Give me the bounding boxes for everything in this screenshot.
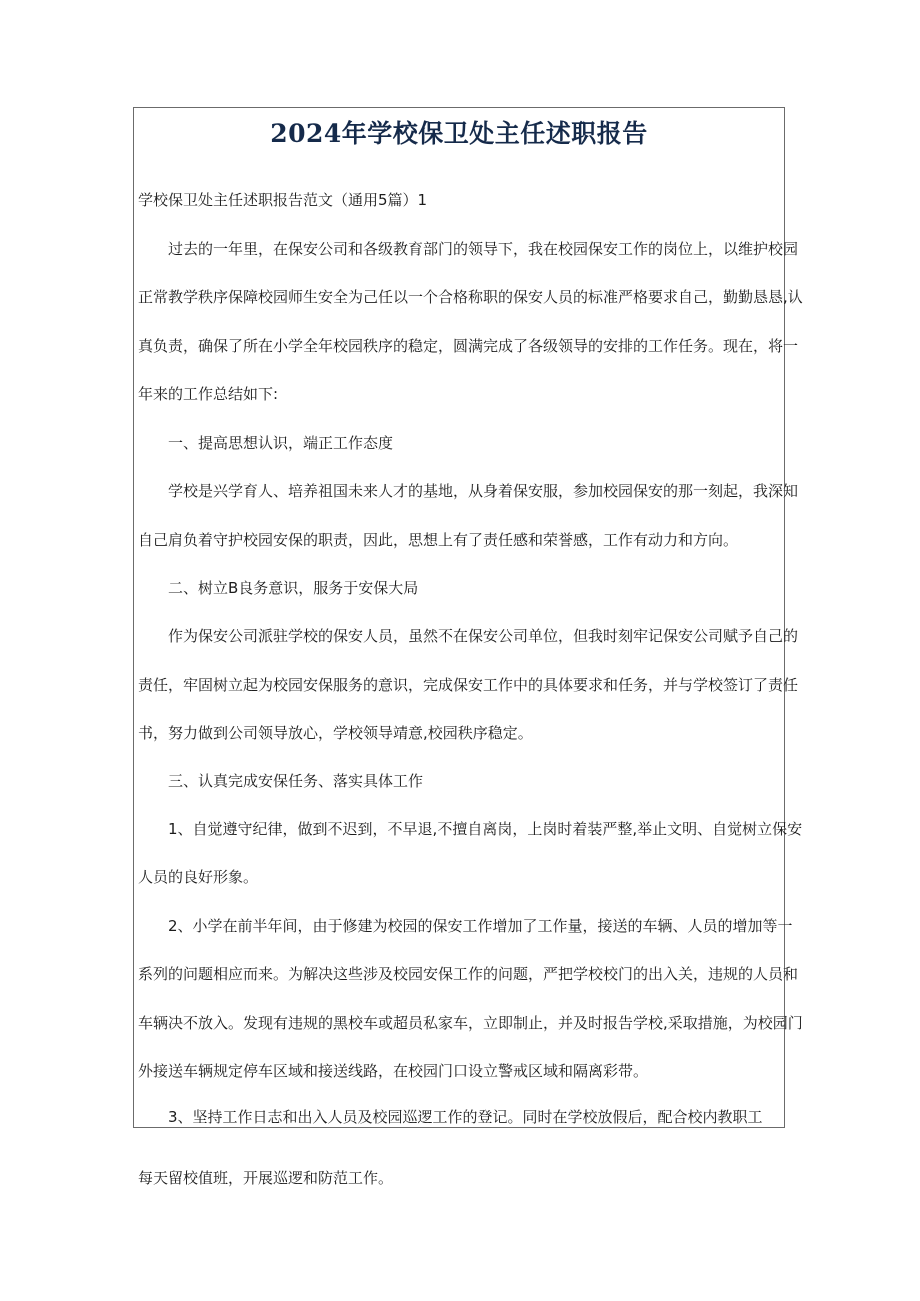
item2-line-1: 2、小学在前半年间，由于修建为校园的保安工作增加了工作量，接送的车辆、人员的增加等一 [168,917,793,935]
section2-line-2: 责任，牢固树立起为校园安保服务的意识，完成保安工作中的具体要求和任务，并与学校签订了责任 [138,676,799,694]
section2-heading: 二、树立B良务意识，服务于安保大局 [168,579,419,597]
intro-line-3: 真负责，确保了所在小学全年校园秩序的稳定，圆满完成了各级领导的安排的工作任务。现在，将一 [138,337,799,355]
document-subtitle: 学校保卫处主任述职报告范文（通用5篇）1 [138,191,428,209]
item1-line-1: 1、自觉遵守纪律，做到不迟到，不早退,不擅自离岗，上岗时着装严整,举止文明、自觉树立保安 [168,820,803,838]
section1-line-1: 学校是兴学育人、培养祖国未来人才的基地，从身着保安服，参加校园保安的那一刻起，我深知 [168,482,799,500]
section2-line-1: 作为保安公司派驻学校的保安人员，虽然不在保安公司单位，但我时刻牢记保安公司赋予自己的 [168,627,799,645]
intro-line-4: 年来的工作总结如下: [138,385,279,403]
section1-heading: 一、提高思想认识，端正工作态度 [168,434,394,452]
document-title: 2024年学校保卫处主任述职报告 [270,119,648,148]
item1-line-2: 人员的良好形象。 [138,868,259,886]
item2-line-3: 车辆决不放入。发现有违规的黑校车或超员私家车，立即制止，并及时报告学校,采取措施，为校园门 [138,1014,803,1032]
intro-line-2: 正常教学秩序保障校园师生安全为己任以一个合格称职的保安人员的标准严格要求自己，勤勤恳恳,认 [138,288,803,306]
section3-heading: 三、认真完成安保任务、落实具体工作 [168,772,424,790]
item3-line-2: 每天留校值班，开展巡逻和防范工作。 [138,1169,394,1187]
item2-line-4: 外接送车辆规定停车区域和接送线路，在校园门口设立警戒区域和隔离彩带。 [138,1062,649,1080]
section1-line-2: 自己肩负着守护校园安保的职责，因此，思想上有了责任感和荣誉感，工作有动力和方向。 [138,531,739,549]
item3-line-1: 3、坚持工作日志和出入人员及校园巡逻工作的登记。同时在学校放假后，配合校内教职工 [168,1108,763,1126]
item2-line-2: 系列的问题相应而来。为解决这些涉及校园安保工作的问题，严把学校校门的出入关，违规的人员和 [138,965,799,983]
section2-line-3: 书，努力做到公司领导放心，学校领导靖意,校园秩序稳定。 [138,724,533,742]
intro-line-1: 过去的一年里，在保安公司和各级教育部门的领导下，我在校园保安工作的岗位上，以维护校园 [168,240,799,258]
